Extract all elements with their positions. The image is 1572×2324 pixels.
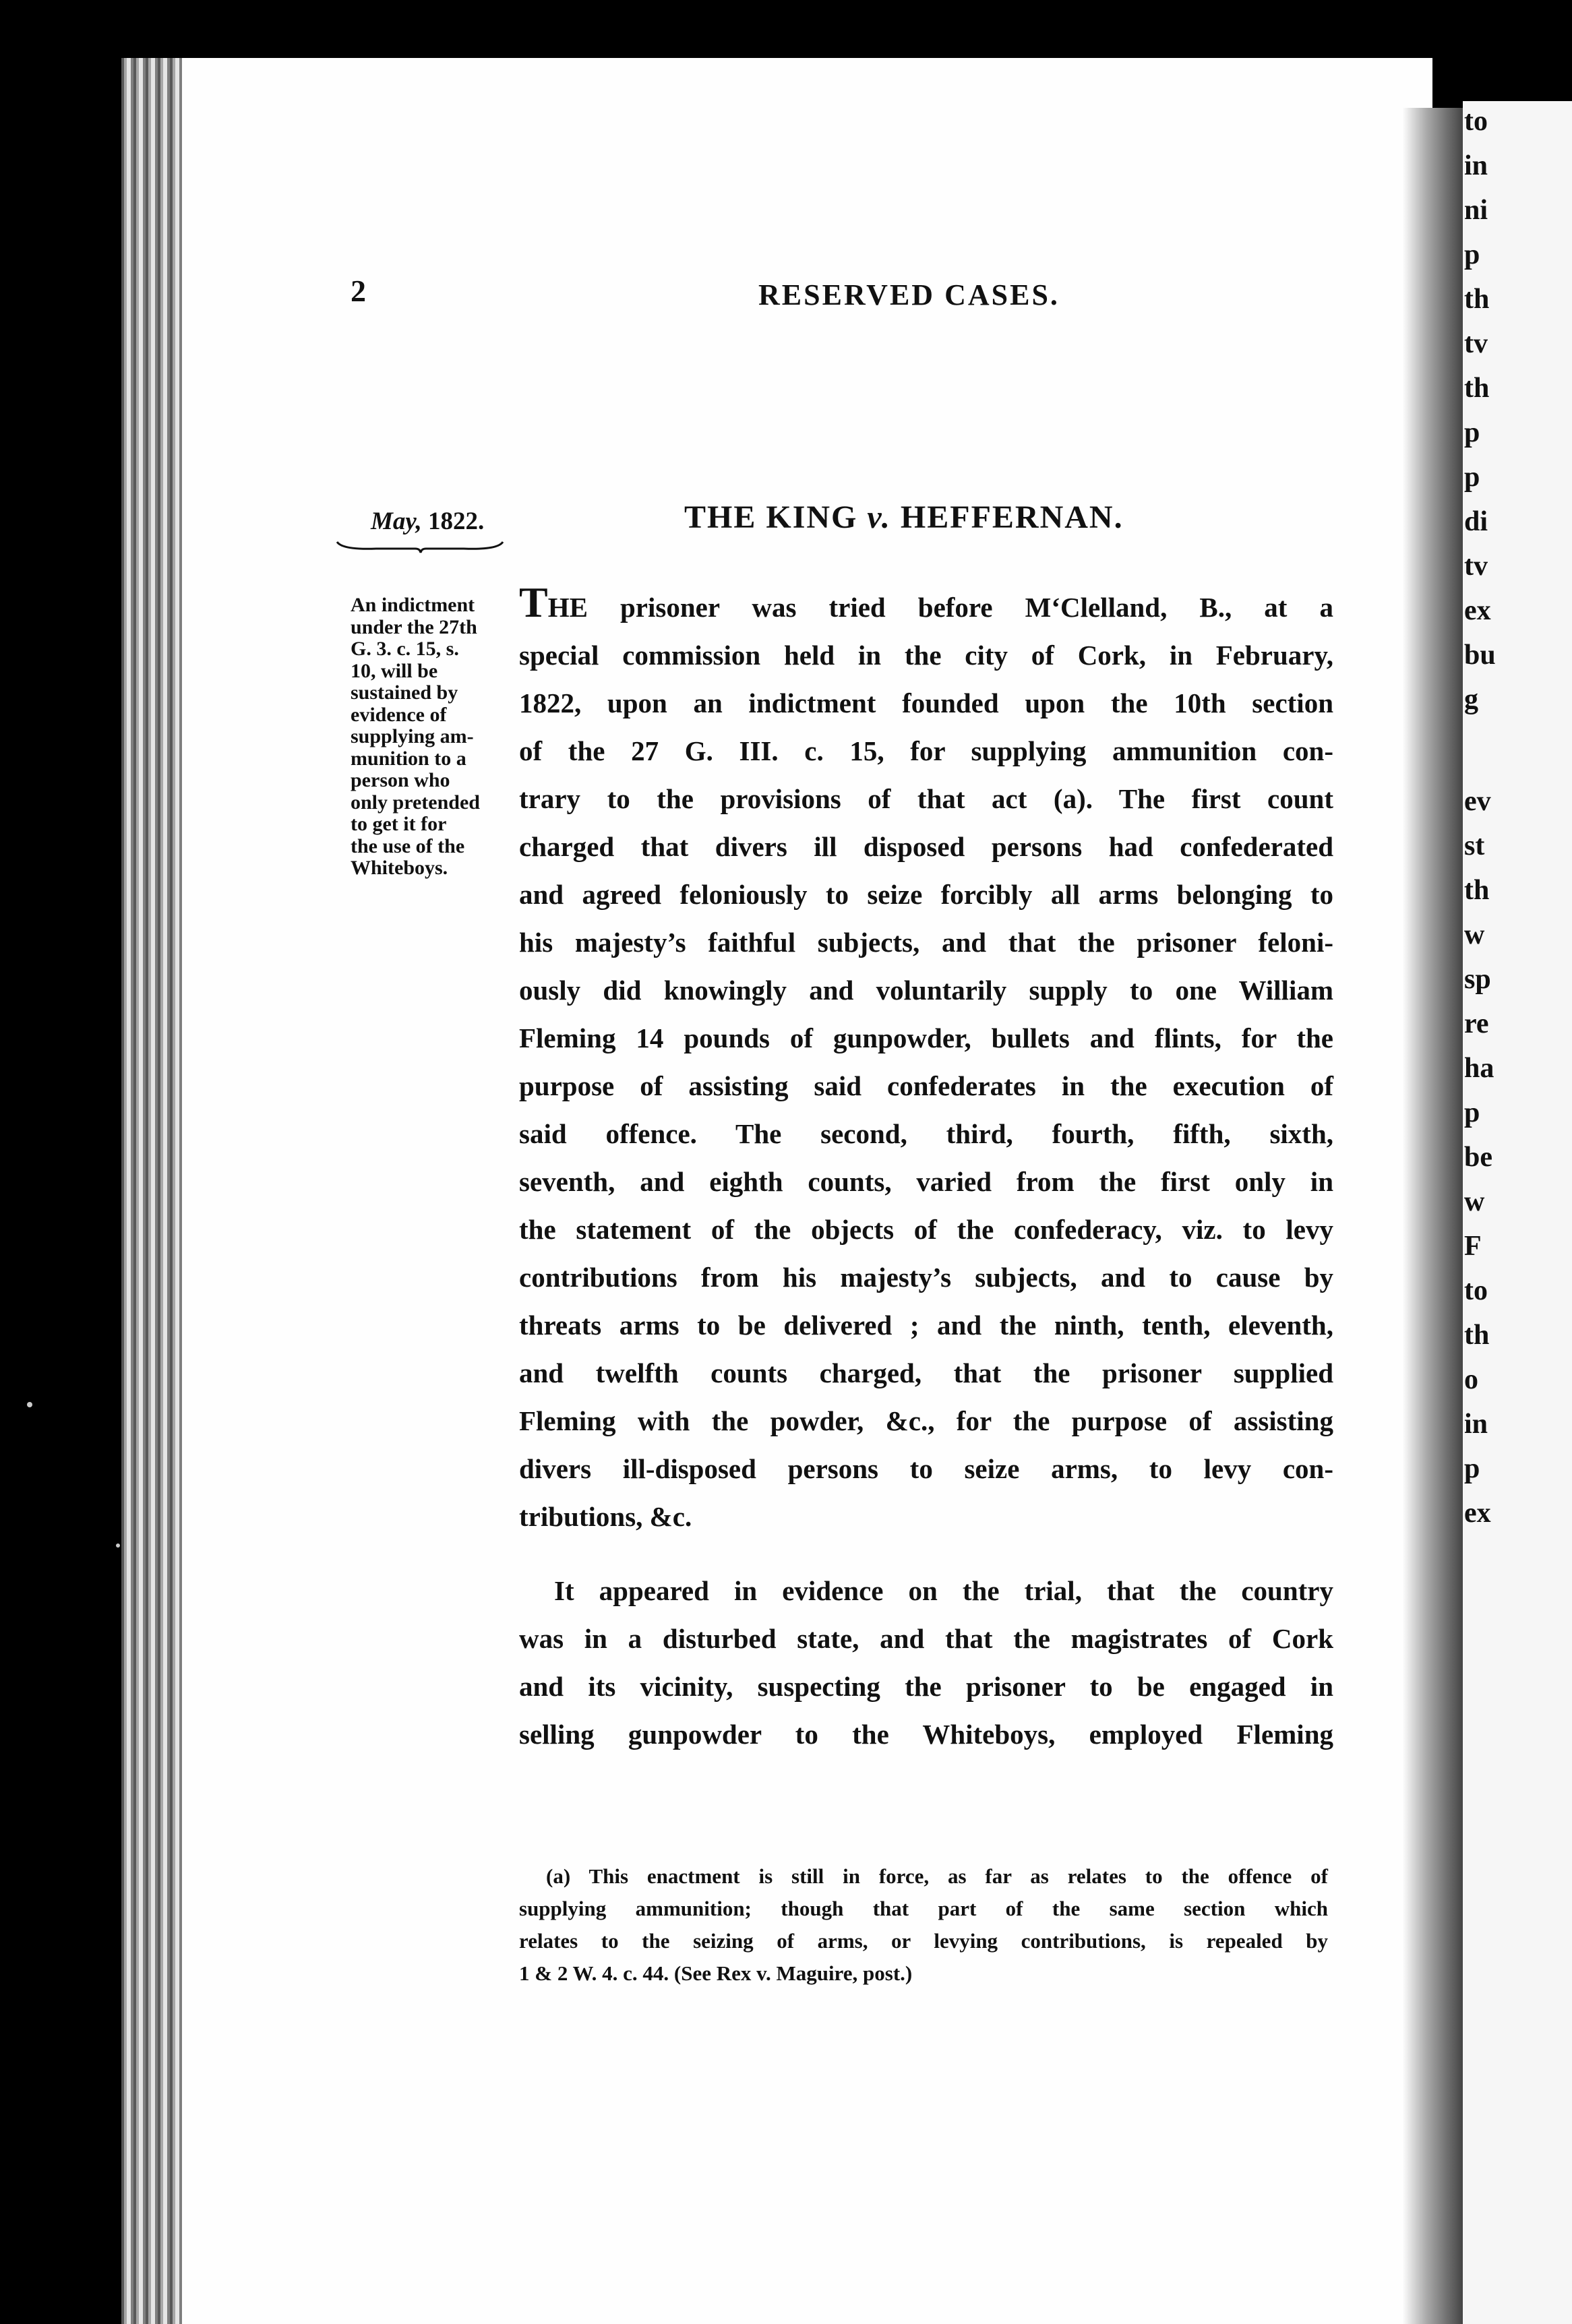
paragraph-1 xyxy=(519,578,1333,1541)
facing-page-text: di xyxy=(1464,506,1488,537)
marginal-note-line: Whiteboys. xyxy=(351,857,448,879)
facing-page-text: th xyxy=(1464,284,1490,315)
footnote-line: 1 & 2 W. 4. c. 44. (See Rex v. Maguire, post.) xyxy=(519,1961,913,1985)
case-title-plaintiff: THE KING xyxy=(684,499,858,535)
facing-page-text: th xyxy=(1464,1320,1490,1351)
facing-page-text: w xyxy=(1464,919,1485,950)
paragraph-line: It appeared in evidence on the trial, that the country xyxy=(554,1575,1333,1606)
marginal-note-line: supplying am- xyxy=(351,725,474,747)
marginal-note-line: 10, will be xyxy=(351,659,438,682)
facing-page-text: th xyxy=(1464,875,1490,906)
footnote xyxy=(519,1860,1328,1990)
paragraph-line: THE prisoner was tried before M‘Clelland, B., at a xyxy=(519,578,1333,626)
paragraph-line: ously did knowingly and voluntarily supply to one William xyxy=(519,975,1333,1006)
marginal-note-line: munition to a xyxy=(351,747,466,770)
facing-page-text: to xyxy=(1464,106,1488,137)
case-date xyxy=(371,507,484,536)
paragraph-line: Fleming 14 pounds of gunpowder, bullets and flints, for the xyxy=(519,1022,1333,1053)
paragraph-line: and agreed feloniously to seize forcibly all arms belonging to xyxy=(519,879,1333,910)
facing-page-text: o xyxy=(1464,1364,1478,1395)
facing-page-text: p xyxy=(1464,1453,1480,1484)
paragraph-line: contributions from his majesty’s subjects, and to cause by xyxy=(519,1262,1333,1293)
case-date-year: 1822. xyxy=(427,508,485,535)
marginal-note-line: under the 27th xyxy=(351,615,477,638)
facing-page-text: tv xyxy=(1464,328,1488,359)
paragraph-line: seventh, and eighth counts, varied from the first only in xyxy=(519,1166,1333,1197)
footnote-line: (a) This enactment is still in force, as far as relates to the offence of xyxy=(546,1864,1328,1888)
facing-page-text: p xyxy=(1464,462,1480,493)
facing-page-text: in xyxy=(1464,150,1488,181)
marginal-note-line: G. 3. c. 15, s. xyxy=(351,638,459,660)
marginal-note-line: to get it for xyxy=(351,813,447,835)
paragraph-line: of the 27 G. III. c. 15, for supplying ammunition con- xyxy=(519,735,1333,766)
case-title-defendant: HEFFERNAN. xyxy=(900,499,1124,535)
paragraph-line: purpose of assisting said confederates in the execution of xyxy=(519,1070,1333,1101)
footnote-line: relates to the seizing of arms, or levying contributions, is repealed by xyxy=(519,1929,1328,1953)
paragraph-line: his majesty’s faithful subjects, and that the prisoner feloni- xyxy=(519,927,1333,958)
case-title xyxy=(684,499,1124,536)
marginal-note xyxy=(351,594,522,880)
facing-page-text: bu xyxy=(1464,640,1496,671)
facing-page-text: tv xyxy=(1464,551,1488,582)
page-binding-edge xyxy=(121,58,182,2324)
facing-page-text: ni xyxy=(1464,195,1488,226)
scan-speck xyxy=(116,1543,120,1548)
facing-page-text: be xyxy=(1464,1142,1492,1173)
marginal-note-line: sustained by xyxy=(351,681,458,704)
date-brace-icon xyxy=(336,539,504,554)
paragraph-line: and twelfth counts charged, that the prisoner supplied xyxy=(519,1357,1333,1388)
paragraph-2 xyxy=(519,1567,1333,1759)
paragraph-line: threats arms to be delivered ; and the ninth, tenth, eleventh, xyxy=(519,1310,1333,1341)
facing-page-fragment xyxy=(1463,101,1572,2324)
paragraph-line: the statement of the objects of the confederacy, viz. to levy xyxy=(519,1214,1333,1245)
facing-page-text: p xyxy=(1464,417,1480,448)
paragraph-line: trary to the provisions of that act (a). The first count xyxy=(519,783,1333,814)
paragraph-line: 1822, upon an indictment founded upon the 10th section xyxy=(519,687,1333,718)
paragraph-line: said offence. The second, third, fourth, fifth, sixth, xyxy=(519,1118,1333,1149)
facing-page-text: g xyxy=(1464,684,1478,715)
marginal-note-line: the use of the xyxy=(351,834,465,857)
facing-page-text: ha xyxy=(1464,1053,1494,1084)
marginal-note-line: evidence of xyxy=(351,703,447,726)
facing-page-text: to xyxy=(1464,1275,1488,1306)
paragraph-line: charged that divers ill disposed persons had confederated xyxy=(519,831,1333,862)
drop-cap: T xyxy=(519,578,548,626)
marginal-note-line: only pretended xyxy=(351,791,480,814)
page-number: 2 xyxy=(351,274,366,308)
case-title-versus: v. xyxy=(867,499,891,535)
facing-page-text: p xyxy=(1464,239,1480,270)
paragraph-line: divers ill-disposed persons to seize arms, to levy con- xyxy=(519,1453,1333,1484)
facing-page-text: w xyxy=(1464,1186,1485,1217)
paragraph-line: special commission held in the city of Cork, in February, xyxy=(519,640,1333,671)
facing-page-text: F xyxy=(1464,1231,1482,1262)
facing-page-text: ex xyxy=(1464,595,1491,626)
facing-page-text: ex xyxy=(1464,1498,1491,1529)
paragraph-line: tributions, &c. xyxy=(519,1501,692,1532)
paragraph-line: and its vicinity, suspecting the prisoner to be engaged in xyxy=(519,1671,1333,1702)
scan-speck xyxy=(27,1402,32,1407)
paragraph-line: Fleming with the powder, &c., for the purpose of assisting xyxy=(519,1405,1333,1436)
marginal-note-line: person who xyxy=(351,769,450,791)
facing-page-text: sp xyxy=(1464,964,1491,995)
facing-page-text: ev xyxy=(1464,786,1491,817)
paragraph-line: was in a disturbed state, and that the magistrates of Cork xyxy=(519,1623,1333,1654)
facing-page-text: th xyxy=(1464,373,1490,404)
facing-page-text: in xyxy=(1464,1409,1488,1440)
facing-page-text: p xyxy=(1464,1097,1480,1128)
running-title: RESERVED CASES. xyxy=(758,278,1060,311)
paragraph-line: selling gunpowder to the Whiteboys, employed Fleming xyxy=(519,1719,1333,1750)
case-date-month: May, xyxy=(371,508,422,535)
facing-page-text: re xyxy=(1464,1008,1489,1039)
facing-page-text: st xyxy=(1464,830,1485,861)
page-gutter-shadow xyxy=(1402,108,1463,2324)
footnote-line: supplying ammunition; though that part of the same section which xyxy=(519,1897,1328,1920)
marginal-note-line: An indictment xyxy=(351,594,475,616)
